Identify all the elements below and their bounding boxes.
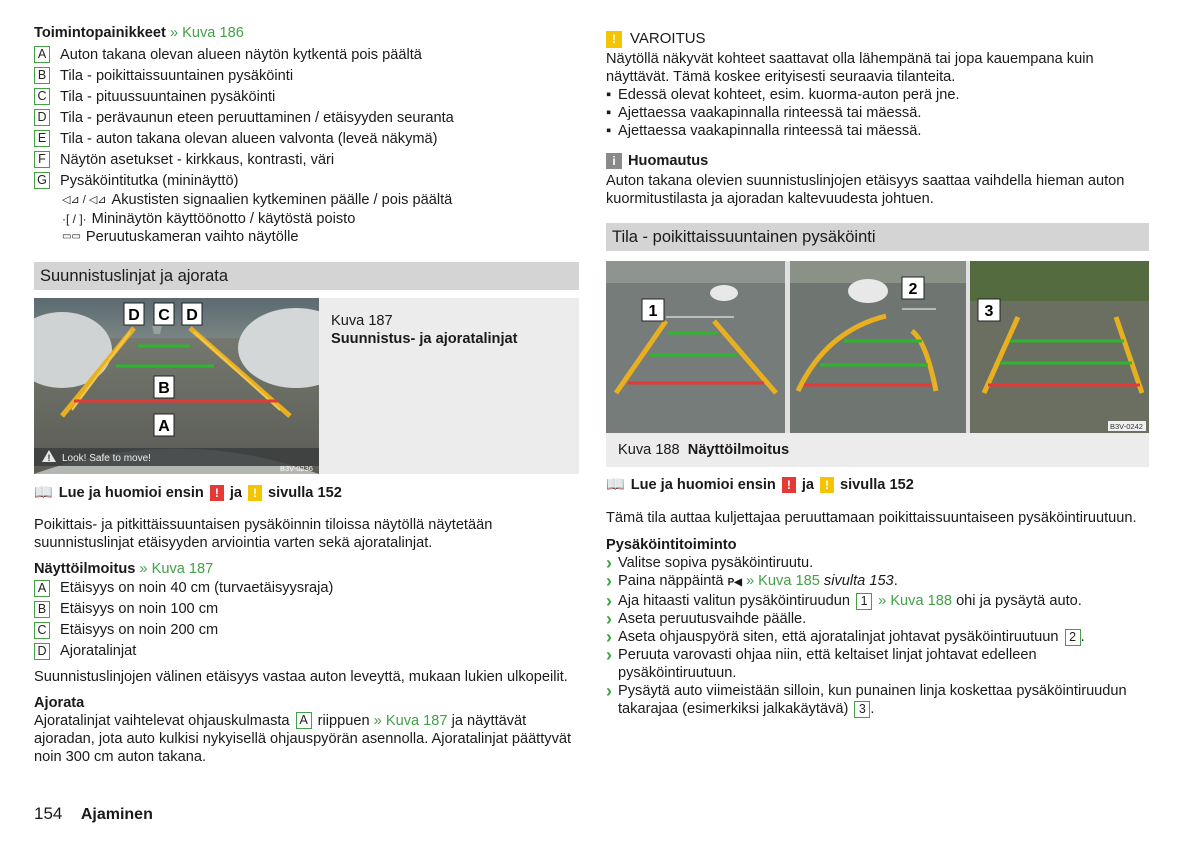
g-sub-item <box>34 210 579 229</box>
control-item <box>34 44 579 65</box>
figure-187 <box>34 298 579 474</box>
step-text: Aseta ohjauspyörä siten, että ajoratalinjat johtavat pysäköintiruutuun <box>618 629 1059 645</box>
marker-d-left: D <box>128 306 140 324</box>
key-badge: A <box>296 712 312 729</box>
section-header-suunnistus: Suunnistuslinjat ja ajorata <box>34 262 579 290</box>
section-header-poikittais: Tila - poikittaissuuntainen pysäköinti <box>606 223 1149 251</box>
step-text: Aja hitaasti valitun pysäköintiruudun <box>618 593 851 609</box>
figure-188-image <box>606 261 1149 433</box>
book-icon: 📖 <box>606 476 625 493</box>
marker-2: 2 <box>908 281 918 298</box>
read-first-line-right <box>606 475 1149 495</box>
panel-2 <box>790 261 966 433</box>
control-item <box>34 107 579 128</box>
page-number: 154 <box>34 804 63 823</box>
key-badge: 3 <box>854 701 870 718</box>
figure-187-caption <box>319 298 577 474</box>
display-item <box>34 599 579 620</box>
mini-display-icon: ·[ / ]· <box>62 211 87 226</box>
track-paragraph <box>34 712 579 766</box>
key-badge: B <box>34 67 50 84</box>
chapter-name: Ajaminen <box>80 806 153 823</box>
key-badge: D <box>34 643 50 660</box>
step-ref-link[interactable]: » Kuva 185 <box>746 573 820 589</box>
marker-b: B <box>158 379 170 397</box>
control-item <box>34 65 579 86</box>
step-end: . <box>1080 629 1085 645</box>
display-item <box>34 620 579 641</box>
control-text: Näytön asetukset - kirkkaus, kontrasti, väri <box>60 151 335 168</box>
control-text: Tila - perävaunun eteen peruuttaminen / etäisyyden seuranta <box>60 109 454 126</box>
right-intro: Tämä tila auttaa kuljettajaa peruuttamaan poikittaissuuntaiseen pysäköintiruutuun. <box>606 510 1137 526</box>
display-list <box>34 578 579 662</box>
g-sub-item <box>34 228 579 247</box>
page-footer <box>34 805 153 824</box>
read-first-text: Lue ja huomioi ensin <box>630 477 776 493</box>
step-text: Pysäytä auto viimeistään silloin, kun punainen linja koskettaa pysäköintiruudun takarajaa (esimerkiksi jalkakäytävä) <box>618 683 1127 717</box>
display-text: Etäisyys on noin 100 cm <box>60 601 219 617</box>
warning-text: Näytöllä näkyvät kohteet saattavat olla lähempänä tai jopa kauempana kuin näyttävät. Tämä koskee erityisesti seuraavia tilanteita. <box>606 51 1094 85</box>
track-text-1: Ajoratalinjat vaihtelevat ohjauskulmasta <box>34 712 290 729</box>
figure-188-label: Kuva 188 <box>618 442 680 458</box>
controls-heading: Toimintopainikkeet <box>34 25 166 41</box>
key-badge: E <box>34 130 50 147</box>
panel-3 <box>970 261 1149 433</box>
step-page: sivulta 153 <box>823 573 894 589</box>
track-heading: Ajorata <box>34 694 85 711</box>
display-ref-link[interactable]: » Kuva 187 <box>139 560 214 577</box>
camera-switch-icon: ▭▭ <box>62 231 81 243</box>
warning-red-icon: ! <box>782 477 796 493</box>
svg-text:!: ! <box>47 452 51 463</box>
step-item <box>606 628 1149 646</box>
g-sub-text: Peruutuskameran vaihto näytölle <box>85 229 299 246</box>
controls-ref-link[interactable]: » Kuva 186 <box>169 25 244 41</box>
figure-187-label: Kuva 187 <box>331 312 393 329</box>
marker-3: 3 <box>984 303 994 320</box>
control-text: Tila - pituussuuntainen pysäköinti <box>60 88 276 105</box>
intro-paragraph: Poikittais- ja pitkittäissuuntaisen pysäköinnin tiloissa näytöllä näytetään suunnistuslinjat etäisyyden arviointia varten sekä ajoratalinjat. <box>34 516 493 551</box>
book-icon: 📖 <box>34 483 53 501</box>
read-and: ja <box>801 477 814 493</box>
g-sub-item <box>34 191 579 210</box>
display-heading-line <box>34 560 579 578</box>
panel-1 <box>606 261 785 433</box>
figure-187-image <box>34 298 319 474</box>
marker-1: 1 <box>648 303 658 320</box>
step-end: . <box>870 701 875 717</box>
read-page: sivulla 152 <box>840 477 914 493</box>
key-badge: A <box>34 580 50 597</box>
display-item <box>34 578 579 599</box>
figure-187-title: Suunnistus- ja ajoratalinjat <box>331 330 518 347</box>
track-text-2: riippuen <box>317 712 370 729</box>
steps-list <box>606 554 1149 718</box>
warning-red-icon: ! <box>210 485 224 501</box>
key-badge: A <box>34 46 50 63</box>
warning-bullet: ▪ Ajettaessa vaakapinnalla rinteessä tai mäessä. <box>606 122 1149 140</box>
info-icon: i <box>606 153 622 169</box>
step-item <box>606 572 1149 592</box>
right-column <box>606 24 1149 718</box>
read-page: sivulla 152 <box>268 484 342 501</box>
figure-188-title: Näyttöilmoitus <box>687 442 790 458</box>
display-text: Ajoratalinjat <box>60 643 137 659</box>
control-item <box>34 128 579 149</box>
display-heading: Näyttöilmoitus <box>34 560 136 577</box>
key-badge: 1 <box>856 593 872 610</box>
control-item <box>34 149 579 170</box>
step-item: › Valitse sopiva pysäköintiruutu. <box>606 554 1149 572</box>
control-item <box>34 86 579 107</box>
warning-bullet: ▪ Ajettaessa vaakapinnalla rinteessä tai mäessä. <box>606 104 1149 122</box>
display-text: Etäisyys on noin 200 cm <box>60 622 219 638</box>
control-item <box>34 170 579 191</box>
panel-2-car <box>848 279 888 303</box>
controls-list <box>34 44 579 247</box>
note-header <box>606 152 1149 170</box>
display-text: Etäisyys on noin 40 cm (turvaetäisyysraja) <box>60 580 334 596</box>
warning-yellow-icon: ! <box>248 485 262 501</box>
g-sub-text: Akustisten signaalien kytkeminen päälle / pois päältä <box>111 192 453 209</box>
warning-icon: ! <box>606 31 622 48</box>
note-text: Auton takana olevien suunnistuslinjojen etäisyys saattaa vaihdella hieman auton kuormitustilasta ja ajoradan kaltevuudesta johtuen. <box>606 173 1125 207</box>
control-text: Tila - auton takana olevan alueen valvonta (leveä näkymä) <box>60 130 438 147</box>
step-item: › Aseta peruutusvaihde päälle. <box>606 610 1149 628</box>
figure-188-code: B3V-0242 <box>1110 422 1143 431</box>
figure-187-code: B3V-0236 <box>280 463 313 473</box>
step-text: Paina näppäintä <box>618 573 724 589</box>
marker-c: C <box>158 306 170 324</box>
step-end: . <box>893 573 898 589</box>
read-first-line <box>34 483 579 503</box>
figure-188 <box>606 261 1149 467</box>
step-ref-link[interactable]: » Kuva 188 <box>878 593 952 609</box>
key-badge: F <box>34 151 50 168</box>
controls-heading-line <box>34 24 579 44</box>
warning-yellow-icon: ! <box>820 477 834 493</box>
warning-bullet: ▪ Edessä olevat kohteet, esim. kuorma-auton perä jne. <box>606 86 1149 104</box>
figure-187-warning-text: Look! Safe to move! <box>62 452 151 464</box>
key-badge: G <box>34 172 50 189</box>
step-item: › Peruuta varovasti ohjaa niin, että keltaiset linjat johtavat edelleen pysäköintiruutuun. <box>606 646 1149 682</box>
control-text: Auton takana olevan alueen näytön kytkentä pois päältä <box>60 46 422 63</box>
key-badge: 2 <box>1065 629 1081 646</box>
track-text-3: ja näyttävät ajoradan, jota auto kulkisi nykyisellä ohjauspyörän asennolla. Ajoratalinjat päättyvät noin 300 cm auton takana. <box>34 712 572 765</box>
key-badge: C <box>34 622 50 639</box>
parking-button-icon: P◀ <box>727 577 742 588</box>
panel-1-car <box>710 285 738 301</box>
note-title: Huomautus <box>628 153 709 169</box>
display-item <box>34 641 579 662</box>
warning-header <box>606 28 1149 50</box>
key-badge: B <box>34 601 50 618</box>
left-column <box>34 24 579 766</box>
speaker-icon: ◁⊿ / ◁⊿ <box>62 194 107 207</box>
step-item <box>606 682 1149 718</box>
figure-188-caption <box>606 433 1149 459</box>
func-heading: Pysäköintitoiminto <box>606 537 737 553</box>
step-text: ohi ja pysäytä auto. <box>956 593 1082 609</box>
warning-title: VAROITUS <box>630 30 706 47</box>
key-badge: C <box>34 88 50 105</box>
width-note: Suunnistuslinjojen välinen etäisyys vastaa auton leveyttä, mukaan lukien ulkopeilit. <box>34 668 568 685</box>
read-and: ja <box>229 484 242 501</box>
marker-d-right: D <box>186 306 198 324</box>
read-first-text: Lue ja huomioi ensin <box>58 484 204 501</box>
marker-a: A <box>158 417 170 435</box>
control-text: Tila - poikittaissuuntainen pysäköinti <box>60 67 294 84</box>
track-ref-link[interactable]: » Kuva 187 <box>373 712 448 729</box>
control-text: Pysäköintitutka (mininäyttö) <box>60 172 239 189</box>
key-badge: D <box>34 109 50 126</box>
g-sub-text: Mininäytön käyttöönotto / käytöstä poisto <box>91 210 356 227</box>
step-item <box>606 592 1149 610</box>
